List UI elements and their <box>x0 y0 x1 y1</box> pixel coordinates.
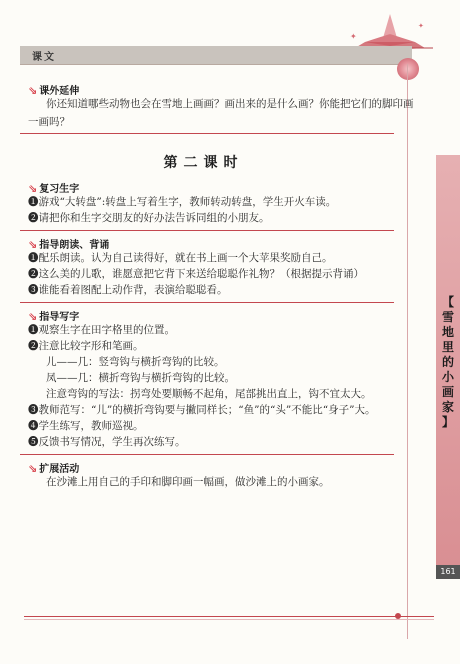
footer-line <box>24 619 434 620</box>
list-item: ❷请把你和生字交朋友的好办法告诉同组的小朋友。 <box>28 212 270 224</box>
arrow-mark-icon: ⇘ <box>28 182 38 195</box>
section-heading: ⇘ 课外延伸 <box>28 84 80 97</box>
section-heading: ⇘ 扩展活动 <box>28 462 80 475</box>
list-item: ❷这么美的儿歌，谁愿意把它背下来送给聪聪作礼物？（根据提示背诵） <box>28 268 364 280</box>
list-item: 注意弯钩的写法：拐弯处要顺畅不起角，尾部挑出直上，钩不宜太大。 <box>46 388 372 400</box>
arrow-mark-icon: ⇘ <box>28 462 38 475</box>
list-item: ❶配乐朗读。认为自己读得好，就在书上画一个大苹果奖励自己。 <box>28 252 333 264</box>
list-item: ❶观察生字在田字格里的位置。 <box>28 324 175 336</box>
page-number: 161 <box>436 565 460 579</box>
arrow-mark-icon: ⇘ <box>28 238 38 251</box>
paragraph-line: 在沙滩上用自己的手印和脚印画一幅画，做沙滩上的小画家。 <box>46 476 330 488</box>
list-item: ❶游戏“大转盘”:转盘上写着生字，教师转动转盘，学生开火车读。 <box>28 196 337 208</box>
list-item: ❸谁能看着图配上动作背，表演给聪聪看。 <box>28 284 228 296</box>
footer-dot-icon <box>395 613 401 619</box>
section-heading: ⇘ 指导写字 <box>28 310 80 323</box>
section-heading: ⇘ 指导朗读、背诵 <box>28 238 110 251</box>
header-divider <box>20 64 412 65</box>
list-item: ❹学生练写，教师巡视。 <box>28 420 144 432</box>
header-strip <box>20 46 412 64</box>
side-title-text: 【 雪 地 里 的 小 画 家 】 <box>441 295 454 429</box>
section-divider <box>20 133 394 134</box>
margin-line <box>407 64 408 639</box>
arrow-mark-icon: ⇘ <box>28 84 38 97</box>
paragraph-line: 你还知道哪些动物也会在雪地上画画？画出来的是什么画？你能把它们的脚印画 <box>46 98 414 110</box>
header-label: 课文 <box>32 52 56 63</box>
arrow-mark-icon: ⇘ <box>28 310 38 323</box>
section-heading: ⇘ 复习生字 <box>28 182 80 195</box>
side-title <box>436 295 460 430</box>
section-divider <box>20 454 394 455</box>
list-item: 儿——几：竖弯钩与横折弯钩的比较。 <box>46 356 225 368</box>
list-item: ❺反馈书写情况，学生再次练写。 <box>28 436 186 448</box>
paragraph-line: 一画吗？ <box>28 116 70 128</box>
star-icon: ✦ <box>418 22 424 30</box>
star-icon: ✦ <box>350 32 357 41</box>
footer-line <box>24 616 434 617</box>
list-item: ❷注意比较字形和笔画。 <box>28 340 144 352</box>
pink-circle-icon <box>397 58 419 80</box>
list-item: ❸教师范写：“儿”的横折弯钩要与撇同样长；“鱼”的“头”不能比“身子”大。 <box>28 404 376 416</box>
section-divider <box>20 230 394 231</box>
lesson-title: 第二课时 <box>163 155 244 171</box>
section-divider <box>20 302 394 303</box>
list-item: 凤——几：横折弯钩与横折弯钩的比较。 <box>46 372 235 384</box>
